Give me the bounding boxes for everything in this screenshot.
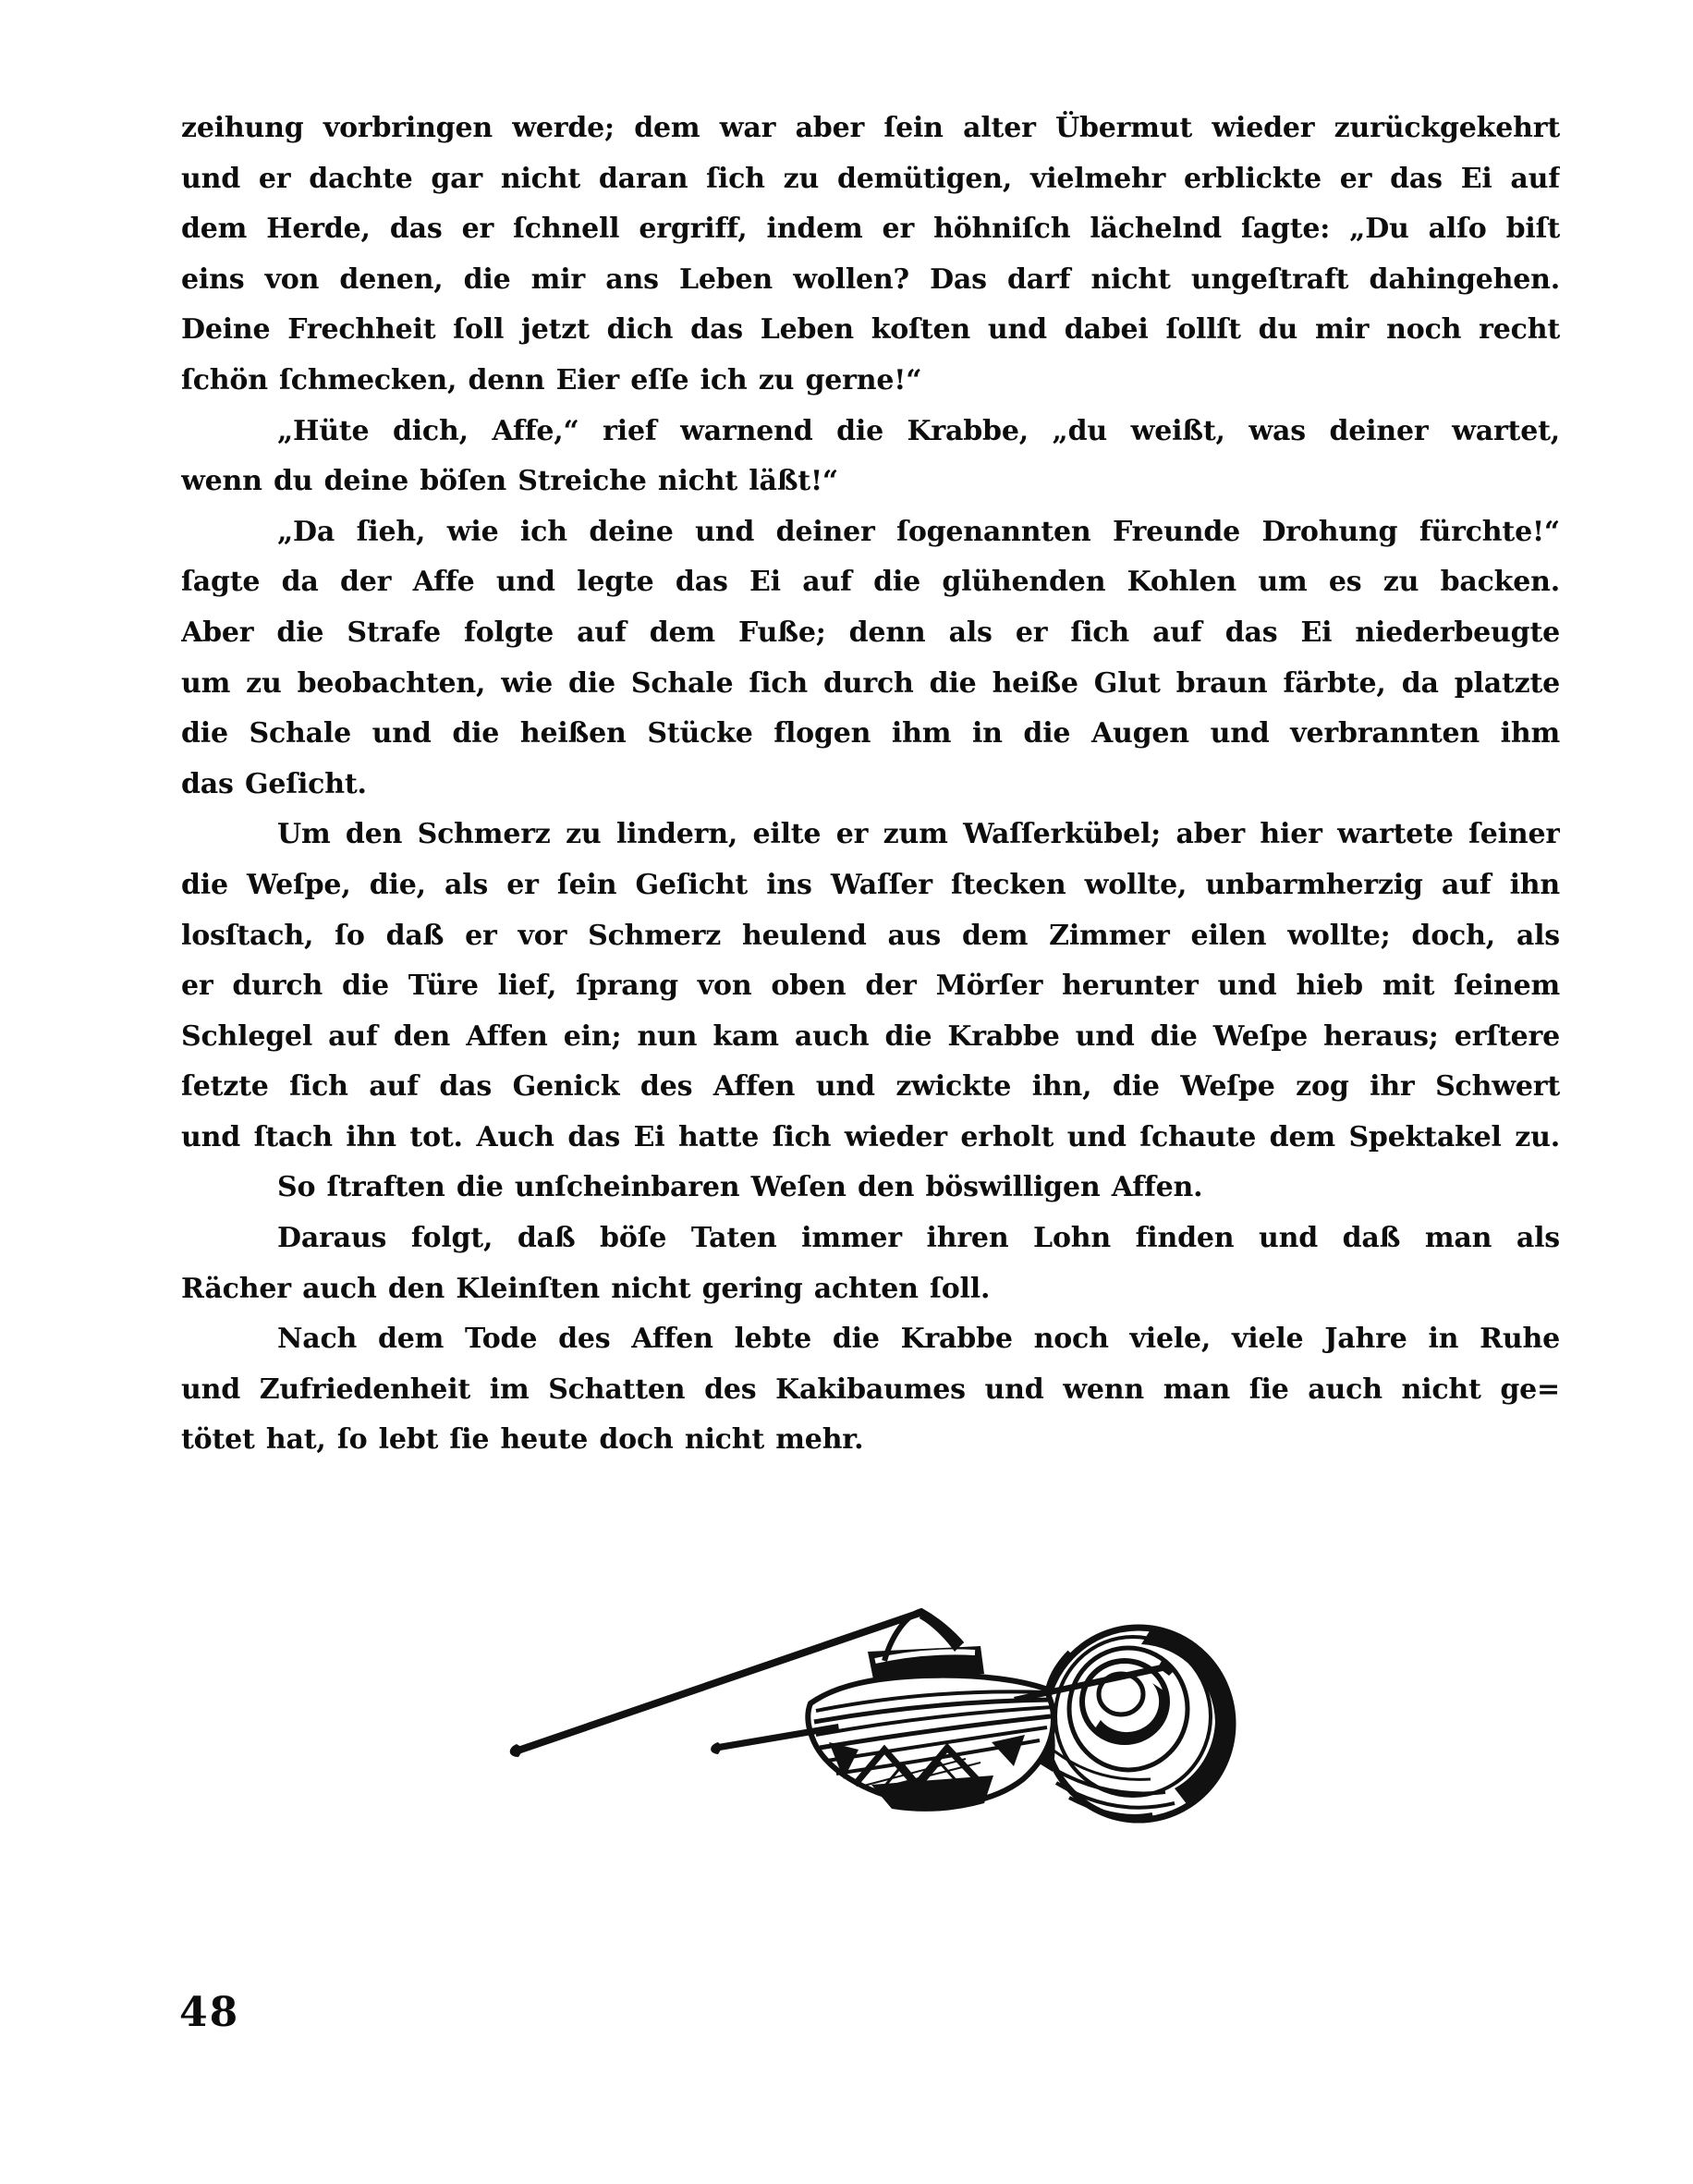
- text-line: dem Herde, das er ſchnell ergriff, indem er höhniſch lächelnd ſagte: „Du alſo biſt: [181, 213, 1560, 246]
- text-line: Rächer auch den Kleinſten nicht gering achten ſoll.: [181, 1272, 991, 1305]
- text-line: eins von denen, die mir ans Leben wollen? Das darf nicht ungeſtraft dahingehen.: [181, 262, 1560, 296]
- text-line: ſagte da der Affe und legte das Ei auf die glühenden Kohlen um es zu backen.: [181, 566, 1560, 599]
- text-line: das Geſicht.: [181, 767, 367, 800]
- pots-illustration: [504, 1604, 1271, 1835]
- right-jar: [1034, 1628, 1233, 1820]
- text-line: zeihung vorbringen werde; dem war aber ſein alter Übermut wieder zurückgekehrt: [181, 112, 1560, 144]
- text-line: um zu beobachten, wie die Schale ſich durch die heiße Glut braun färbte, da platzte: [181, 666, 1560, 700]
- text-line: er durch die Türe lief, ſprang von oben der Mörſer herunter und hieb mit ſeinem: [181, 970, 1560, 1003]
- text-line: ſchön ſchmecken, denn Eier eſſe ich zu gerne!“: [181, 363, 922, 397]
- text-line: „Hüte dich, Affe,“ rief warnend die Krabbe, „du weißt, was deiner wartet,: [277, 414, 1560, 447]
- text-line: Aber die Strafe folgte auf dem Fuße; denn als er ſich auf das Ei niederbeugte: [181, 616, 1560, 649]
- page-number: 48: [179, 1989, 240, 2036]
- text-line: wenn du deine böſen Streiche nicht läßt!“: [181, 465, 838, 498]
- text-block: [181, 104, 1560, 1466]
- text-line: Um den Schmerz zu lindern, eilte er zum Waſſerkübel; aber hier wartete ſeiner: [277, 818, 1560, 851]
- text-line: und er dachte gar nicht daran ſich zu demütigen, vielmehr erblickte er das Ei auf: [181, 162, 1560, 195]
- text-line: Nach dem Tode des Affen lebte die Krabbe noch viele, viele Jahre in Ruhe: [277, 1323, 1560, 1356]
- text-line: Daraus folgt, daß böſe Taten immer ihren Lohn finden und daß man als: [277, 1222, 1560, 1255]
- text-line: und Zufriedenheit im Schatten des Kakibaumes und wenn man ſie auch nicht ge=: [181, 1373, 1560, 1406]
- text-line: die Schale und die heißen Stücke flogen ihm in die Augen und verbrannten ihm: [181, 717, 1560, 750]
- text-line: losſtach, ſo daß er vor Schmerz heulend aus dem Zimmer eilen wollte; doch, als: [181, 919, 1560, 952]
- text-line: tötet hat, ſo lebt ſie heute doch nicht mehr.: [181, 1423, 864, 1457]
- text-line: die Weſpe, die, als er ſein Geſicht ins Waſſer ſtecken wollte, unbarmherzig auf ihn: [181, 868, 1560, 901]
- text-line: Schlegel auf den Affen ein; nun kam auch die Krabbe und die Weſpe heraus; erſtere: [181, 1019, 1560, 1053]
- pots-illustration-svg: [504, 1604, 1271, 1835]
- text-line: Deine Frechheit ſoll jetzt dich das Leben koſten und dabei ſollſt du mir noch recht: [181, 313, 1560, 347]
- text-line: ſetzte ſich auf das Genick des Affen und zwickte ihn, die Weſpe zog ihr Schwert: [181, 1070, 1560, 1104]
- text-line: und ſtach ihn tot. Auch das Ei hatte ſich wieder erholt und ſchaute dem Spektakel zu.: [181, 1120, 1560, 1153]
- text-line: So ſtraften die unſcheinbaren Weſen den böswilligen Affen.: [277, 1171, 1203, 1204]
- text-line: „Da ſieh, wie ich deine und deiner ſogenannten Freunde Drohung fürchte!“: [277, 515, 1560, 548]
